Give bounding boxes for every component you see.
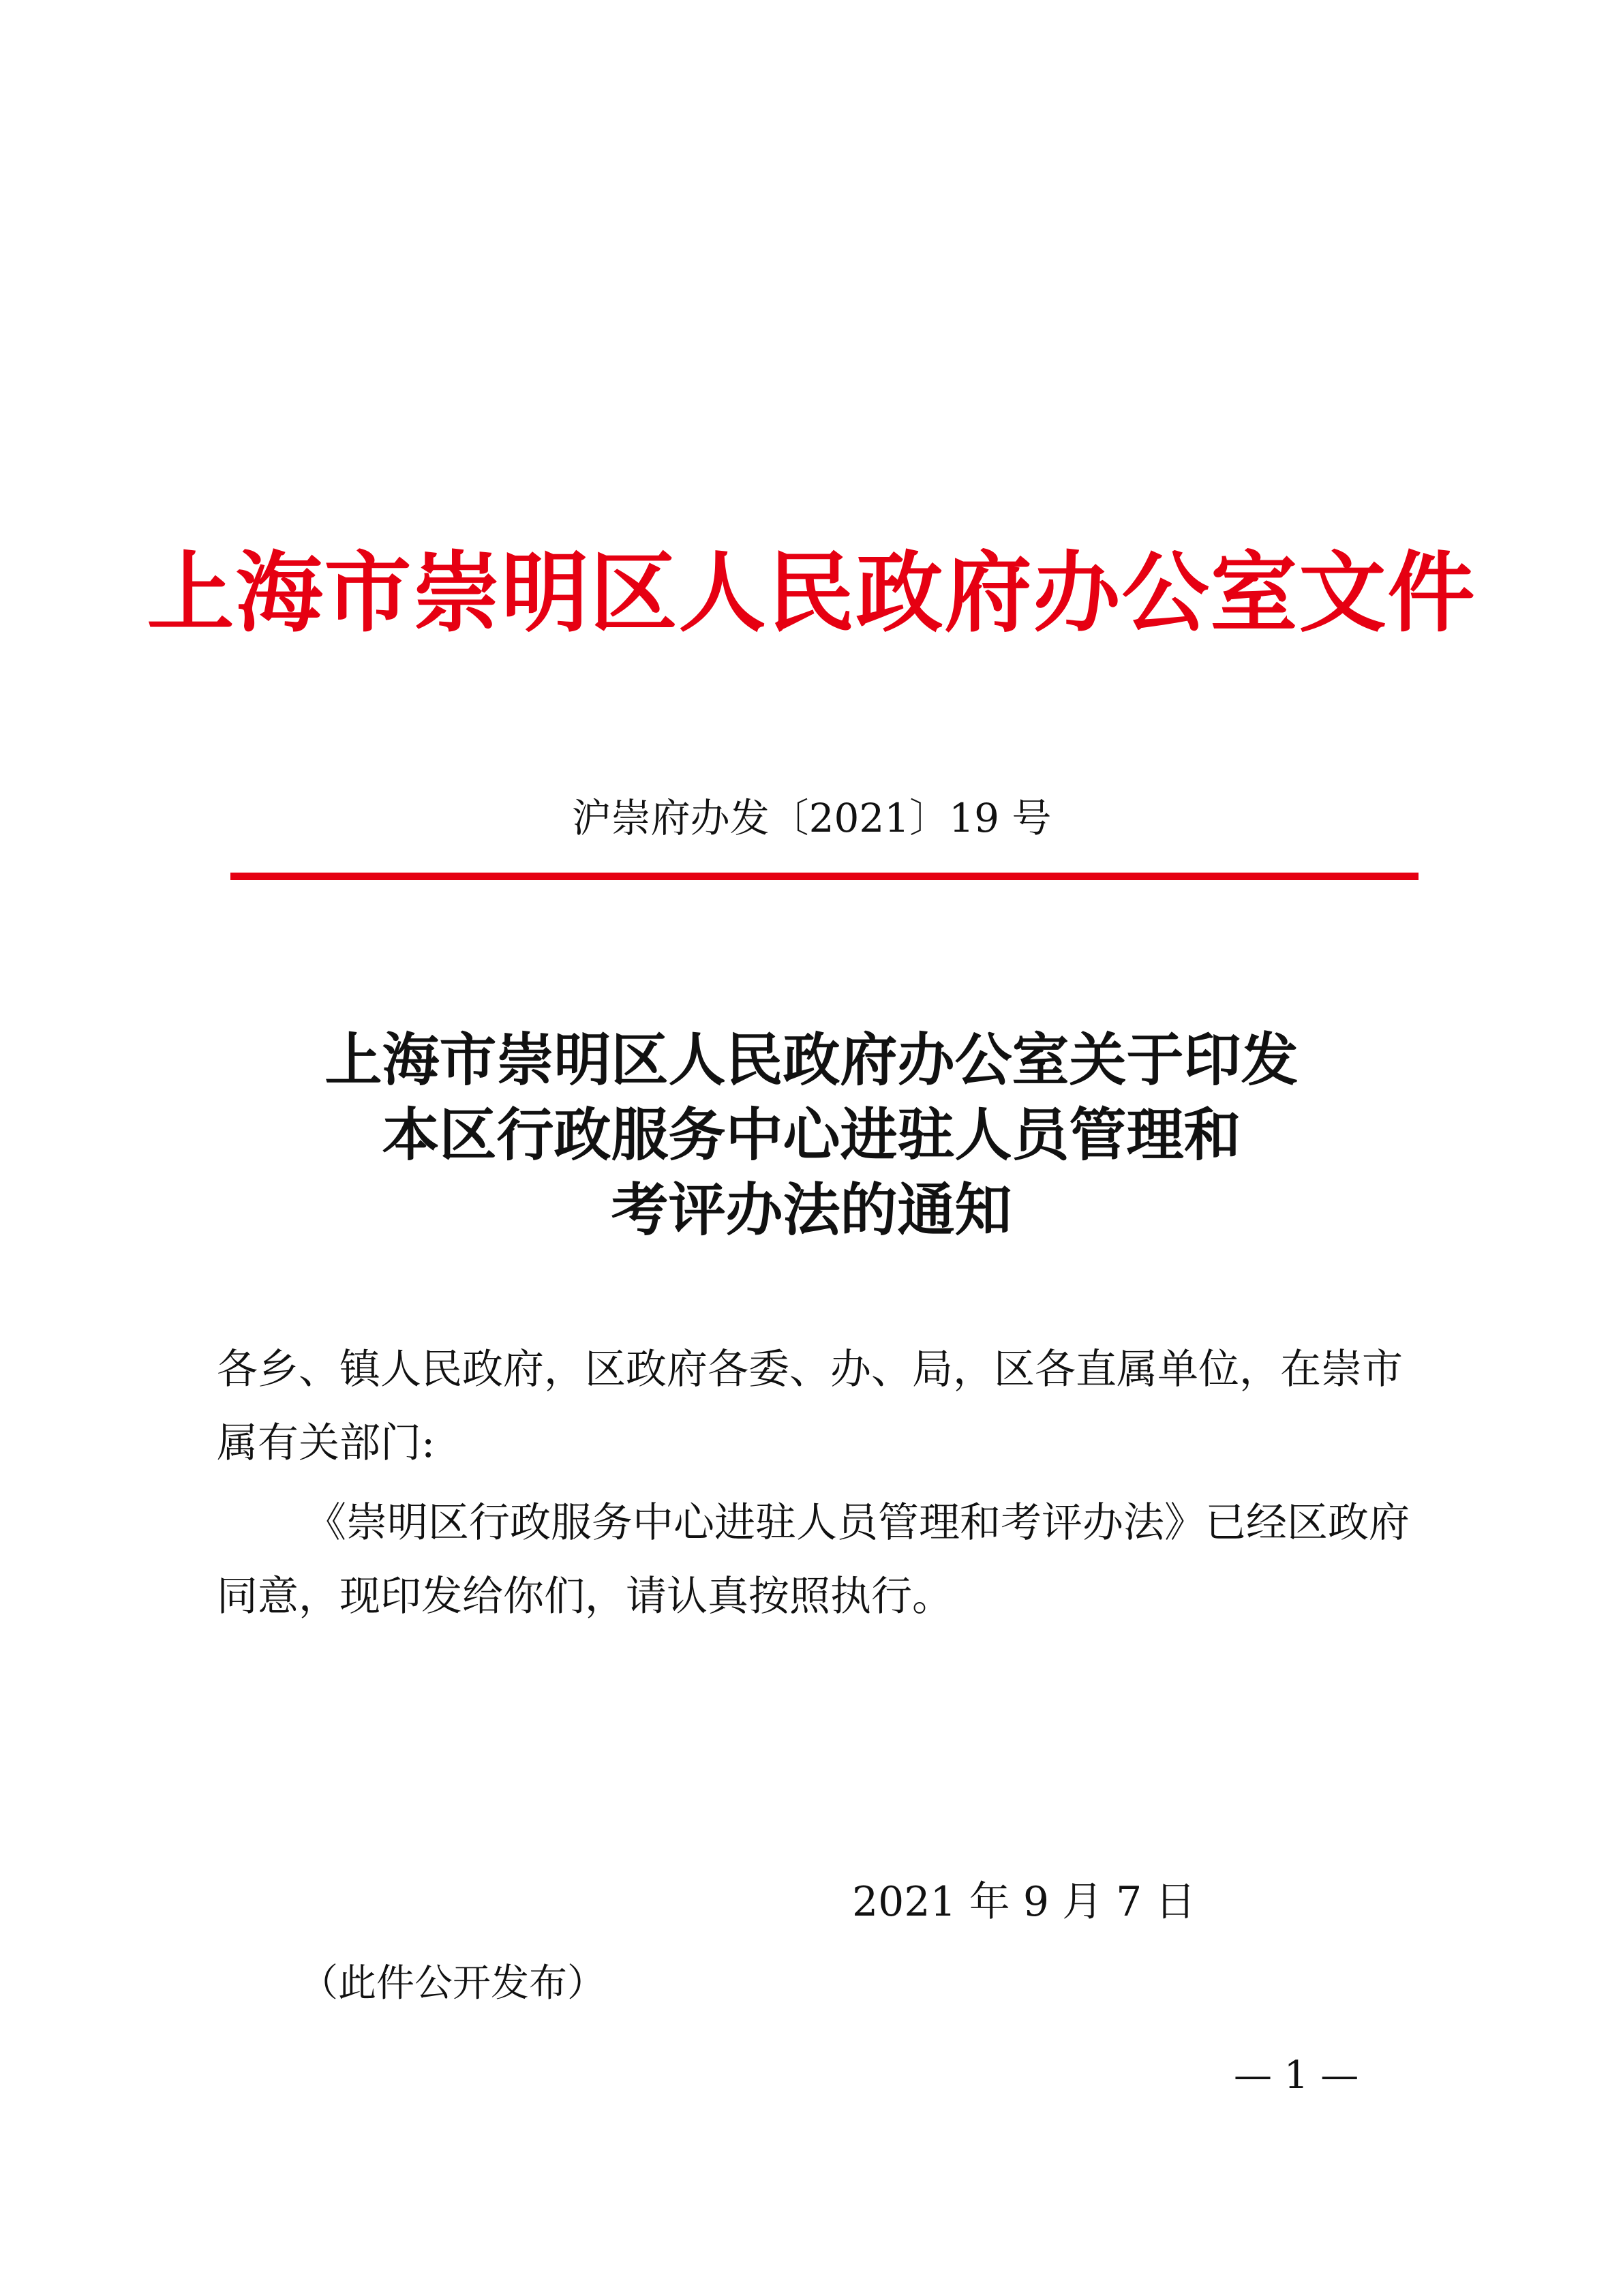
document-number: 沪崇府办发〔2021〕19 号 xyxy=(571,795,1052,841)
red-separator-rule xyxy=(230,873,1419,880)
notice-title xyxy=(0,1023,1623,1248)
issuer-header-title: 上海市崇明区人民政府办公室文件 xyxy=(147,542,1476,644)
body-paragraph: 《崇明区行政服务中心进驻人员管理和考评办法》已经区政府同意，现印发给你们，请认真按照执行。 xyxy=(217,1499,1410,1620)
addressee-text: 各乡、镇人民政府，区政府各委、办、局，区各直属单位，在崇市属有关部门: xyxy=(217,1346,1403,1467)
issue-date: 2021 年 9 月 7 日 xyxy=(852,1878,1196,1926)
page-number: — 1 — xyxy=(1234,2053,1359,2098)
notice-title-line-3: 考评办法的通知 xyxy=(611,1176,1012,1243)
publish-note: （此件公开发布） xyxy=(300,1961,605,2006)
notice-title-line-1: 上海市崇明区人民政府办公室关于印发 xyxy=(324,1026,1299,1093)
notice-title-line-2: 本区行政服务中心进驻人员管理和 xyxy=(382,1101,1241,1168)
